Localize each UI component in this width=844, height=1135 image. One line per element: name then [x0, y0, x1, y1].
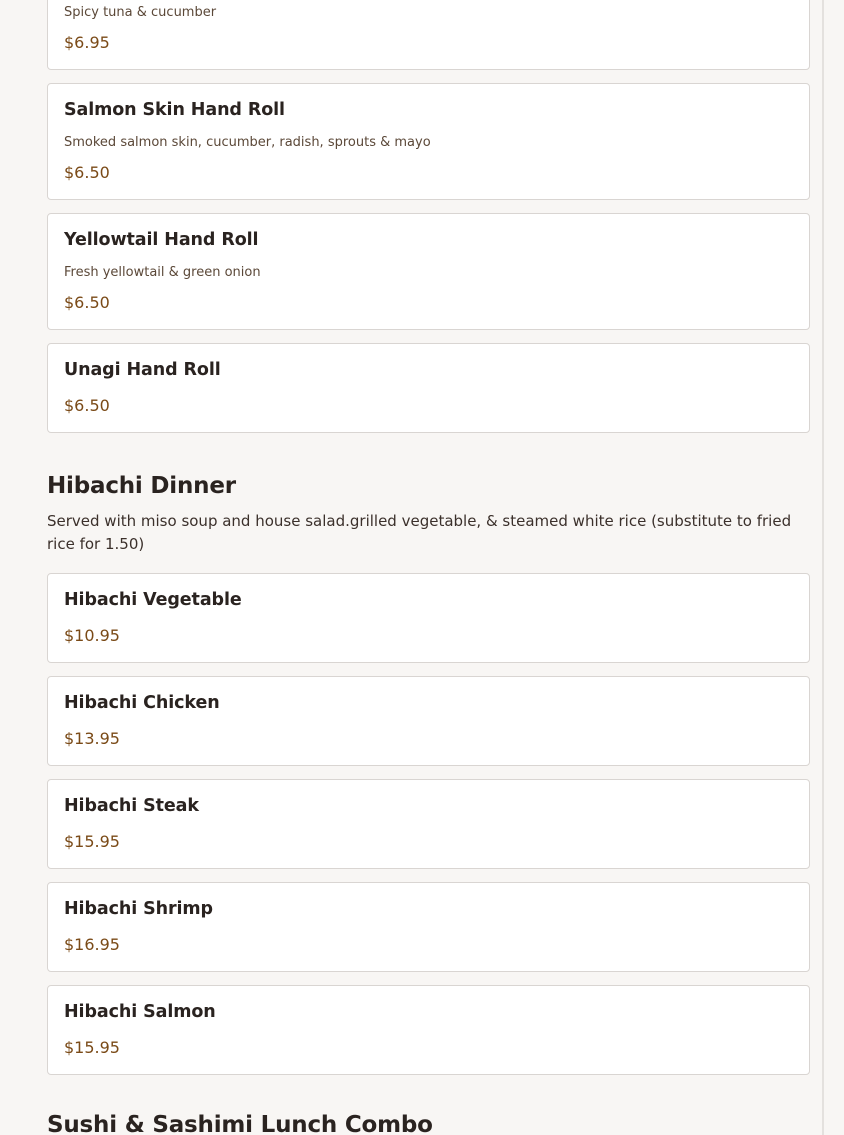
menu-item-name: Hibachi Salmon — [64, 1002, 216, 1022]
menu-item-card[interactable] — [47, 779, 810, 869]
menu-item-name: Yellowtail Hand Roll — [64, 230, 259, 250]
menu-item-card[interactable] — [47, 882, 810, 972]
menu-item-card[interactable] — [47, 573, 810, 663]
menu-item-card[interactable] — [47, 83, 810, 200]
menu-item-name: Hibachi Vegetable — [64, 590, 242, 610]
menu-item-description: Spicy tuna & cucumber — [64, 5, 217, 20]
menu-item-price: $6.50 — [64, 163, 110, 182]
menu-item-description: Smoked salmon skin, cucumber, radish, sprouts & mayo — [64, 135, 431, 150]
menu-item-price: $6.95 — [64, 33, 110, 52]
menu-item-price: $15.95 — [64, 832, 120, 851]
menu-item-price: $6.50 — [64, 293, 110, 312]
section-description: Served with miso soup and house salad.grilled vegetable, & steamed white rice (substitute to fried rice for 1.50) — [47, 512, 792, 553]
menu-item-card[interactable] — [47, 676, 810, 766]
menu-item-price: $16.95 — [64, 935, 120, 954]
menu-item-price: $15.95 — [64, 1038, 120, 1057]
menu-item-price: $13.95 — [64, 729, 120, 748]
section-title: Hibachi Dinner — [47, 473, 236, 499]
menu-item-name: Hibachi Shrimp — [64, 899, 213, 919]
section-title: Sushi & Sashimi Lunch Combo — [47, 1112, 433, 1135]
content-divider — [822, 0, 824, 1135]
menu-item-name: Unagi Hand Roll — [64, 360, 221, 380]
menu-item-name: Salmon Skin Hand Roll — [64, 100, 285, 120]
menu-item-card[interactable] — [47, 343, 810, 433]
menu-item-card[interactable] — [47, 213, 810, 330]
menu-item-price: $10.95 — [64, 626, 120, 645]
menu-item-price: $6.50 — [64, 396, 110, 415]
menu-item-description: Fresh yellowtail & green onion — [64, 265, 261, 280]
menu-item-name: Hibachi Steak — [64, 796, 199, 816]
menu-item-card[interactable] — [47, 0, 810, 70]
menu-item-card[interactable] — [47, 985, 810, 1075]
menu-item-name: Hibachi Chicken — [64, 693, 220, 713]
